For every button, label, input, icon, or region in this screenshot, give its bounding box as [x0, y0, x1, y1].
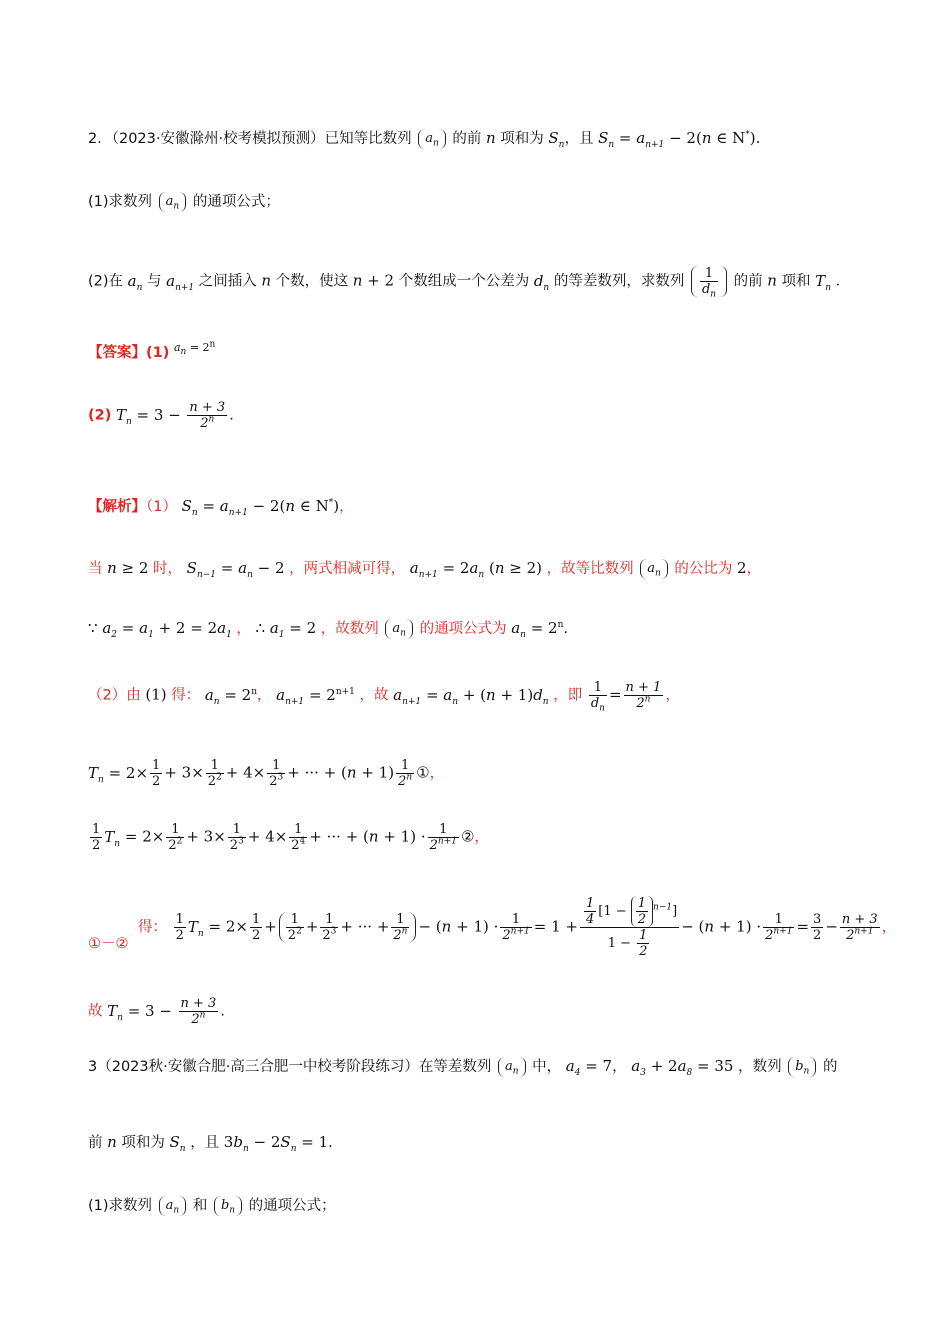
math-condition: $S_n = a_{n+1} - 2(n$ ∈ N*).	[598, 129, 761, 150]
analysis-heading: 【解析】（1） $S_n = a_{n+1} - 2(n$ ∈ N*)，	[88, 497, 354, 518]
q3-stem-2: 前 n 项和为 $S_n$ ，且 $3b_n - 2S_n = 1$.	[88, 1133, 333, 1154]
q2-part2: (2)在 $a_n$ 与 $a_{n+1}$ 之间插入 n 个数，使这 n + 2 个数组成一个公差为 $d_n$ 的等差数列，求数列 $\frac{1}{d_n}$ 的前 n 项和 $T_n$ ．	[88, 266, 851, 300]
analysis-eq-1: $T_n = 2\times$ $\frac{1}{2}$ + 3× $\frac{1}{2^2}$ + 4× $\frac{1}{2^3}$ + ··· + (n + 1) $\frac{1}{2^n}$ ①，	[88, 758, 445, 789]
math-seq-an: $a_n$	[418, 129, 446, 149]
analysis-line-3: ∵ $a_2 = a_1 + 2 = 2a_1$ ， ∴ $a_1 = 2$ ，故数列 $a_n$ 的通项公式为 $a_n = 2^n$.	[88, 619, 569, 640]
q3-part1: (1)求数列 $a_n$ 和 $b_n$ 的通项公式；	[88, 1198, 336, 1216]
analysis-conclusion: 故 $T_n = 3$ − $\frac{n + 3}{2^n}$ .	[88, 996, 225, 1027]
analysis-line-4: （2）由 (1) 得： $a_n = 2^n$， $a_{n+1} = 2^{n+1}$ ，故 $a_{n+1} = a_n + (n + 1)d_n$ ，即 $\frac{1}{d_n}$ = $\frac{n + 1}{2^n}$ ，	[88, 680, 680, 714]
q3-stem: 3（2023秋·安徽合肥·高三合肥一中校考阶段练习）在等差数列 $a_n$ 中， $a_4 = 7$， $a_3 + 2a_8 = 35$ ，数列 $b_n$ 的	[88, 1057, 838, 1078]
q2-part1: (1)求数列 $a_n$ 的通项公式；	[88, 194, 280, 212]
analysis-eq-3: 得： $\frac{1}{2}$ $T_n = 2\times$ $\frac{1}{2}$ + $\frac{1}{2^2}$ + $\frac{1}{2^3}$ + ··· + $\frac{1}{2^n}$ − (n + 1) · $\frac{1}{2^{n+1}}$ = 1 + $\frac{1}{4}$ [1 − $\frac{1}{2}$ $^{n-1}$] 1 − $\frac{1}{2}$ − (n + 1) · $\frac{1}{2^{n+1}}$ = $\frac{3}{2}$ − $\frac{n + 3}{2^{n+1}}$ ，	[138, 896, 897, 959]
analysis-eq-2: $\frac{1}{2}$ $T_n = 2\times$ $\frac{1}{2^2}$ + 3× $\frac{1}{2^3}$ + 4× $\frac{1}{2^4}$ + ··· + (n + 1) · $\frac{1}{2^{n+1}}$ ②，	[92, 822, 489, 853]
answer-heading: 【答案】(1) $^{a_n = 2^n}$	[88, 339, 216, 361]
q2-stem: 2．（2023·安徽滁州·校考模拟预测）已知等比数列 $a_n$ 的前 n 项和为 $S_n$，且 $S_n = a_{n+1} - 2(n$ ∈ N*).	[88, 129, 761, 150]
analysis-line-2: 当 n ≥ 2 时， $S_{n-1} = a_n - 2$ ，两式相减可得， $a_{n+1} = 2a_n$ (n ≥ 2) ，故等比数列 $a_n$ 的公比为 2，	[88, 559, 762, 580]
analysis-eq-3-label: ①－②	[88, 936, 129, 952]
answer-part2: (2) $T_n = 3$ − $\frac{n + 3}{2^n}$ .	[88, 400, 234, 431]
